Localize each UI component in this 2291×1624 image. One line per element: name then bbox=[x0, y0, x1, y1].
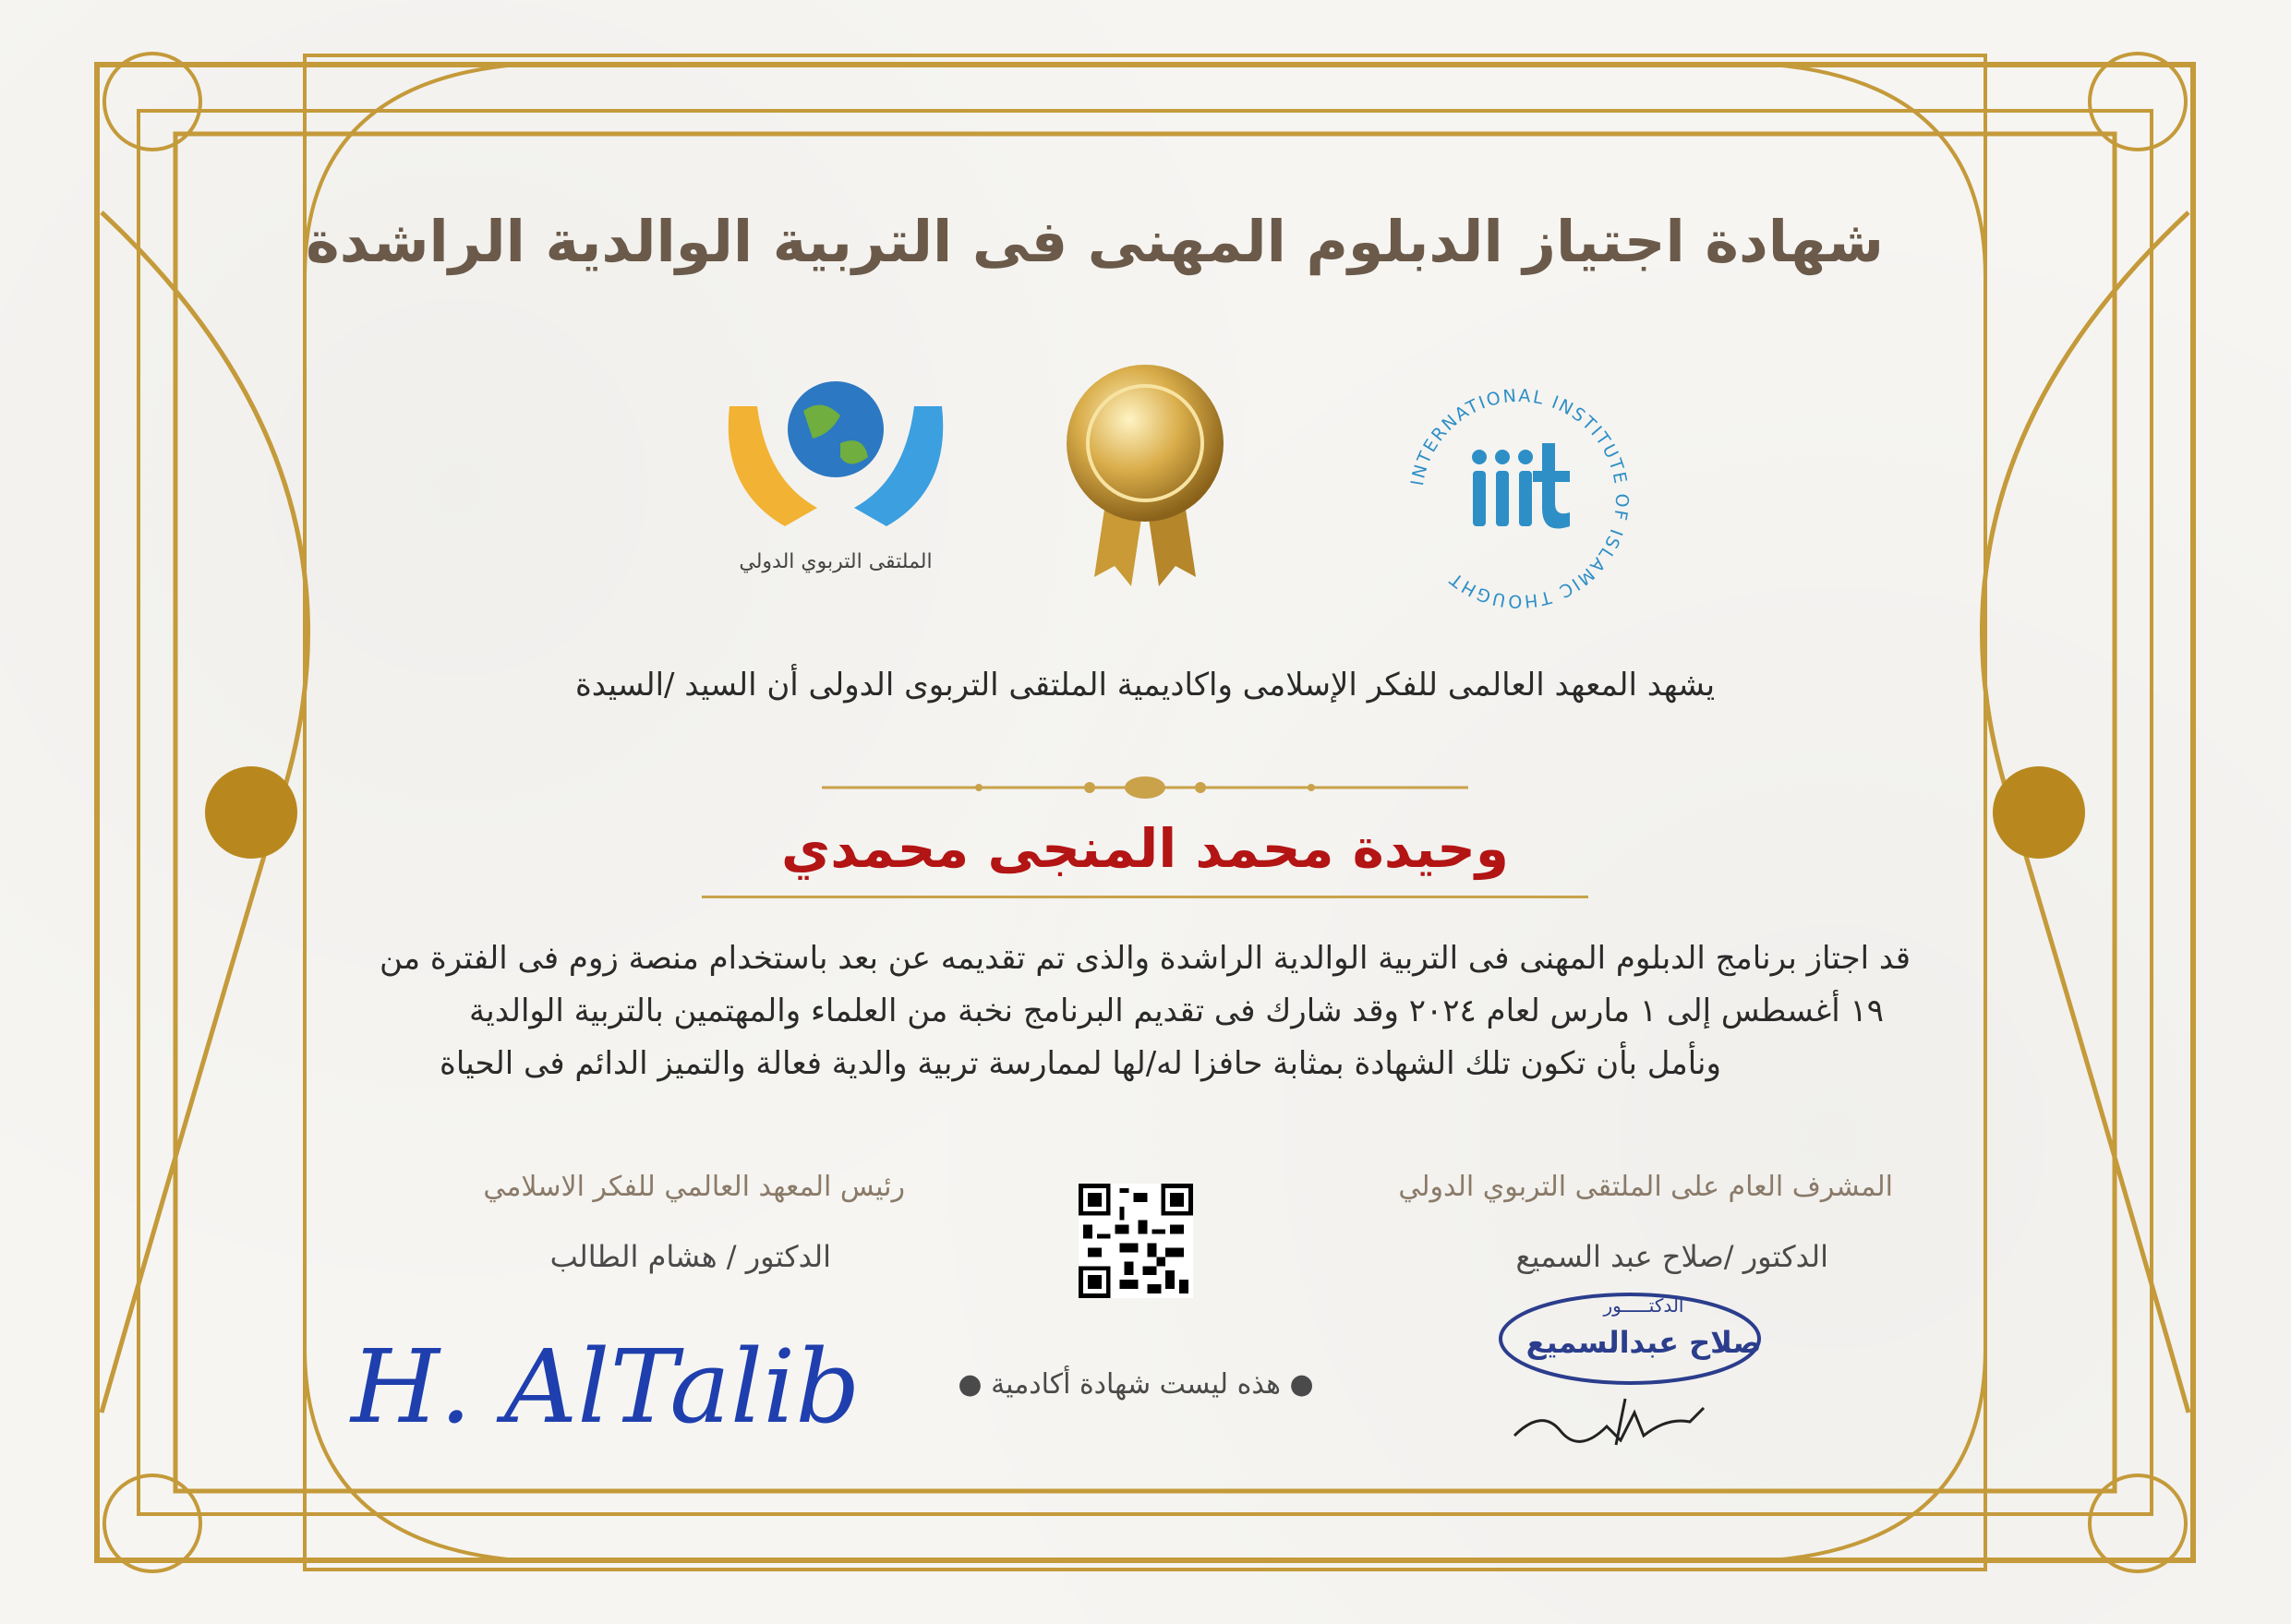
iiit-logo bbox=[1385, 365, 1653, 632]
certificate-title: شهادة اجتياز الدبلوم المهنى فى التربية الوالدية الراشدة bbox=[306, 208, 1884, 275]
iiit-logo-text: INTERNATIONAL INSTITUTE OF ISLAMIC THOUGHT bbox=[1406, 385, 1633, 612]
non-academic-note: ● هذه ليست شهادة أكادمية ● bbox=[958, 1368, 1314, 1401]
right-signatory-role: المشرف العام على الملتقى التربوي الدولي bbox=[1398, 1171, 1893, 1203]
gold-medal-icon bbox=[1057, 355, 1233, 595]
multaqa-logo bbox=[711, 369, 960, 591]
left-signatory-role: رئيس المعهد العالمي للفكر الاسلامي bbox=[483, 1171, 905, 1203]
body-line-1: قد اجتاز برنامج الدبلوم المهنى فى التربية الوالدية الراشدة والذى تم تقديمه عن بعد باستخدام منصة زوم فى الفترة من bbox=[379, 940, 1911, 977]
ornament-divider bbox=[813, 764, 1477, 811]
multaqa-logo-text: الملتقى التربوي الدولي bbox=[739, 550, 933, 573]
left-signature bbox=[342, 1311, 914, 1477]
right-signature bbox=[1505, 1389, 1745, 1463]
right-signatory-name: الدكتور /صلاح عبد السميع bbox=[1515, 1239, 1828, 1274]
name-underline bbox=[702, 896, 1588, 898]
qr-code[interactable] bbox=[1079, 1184, 1193, 1298]
left-signatory-name: الدكتور / هشام الطالب bbox=[549, 1239, 831, 1274]
body-line-3: ونأمل بأن تكون تلك الشهادة بمثابة حافزا له/لها لممارسة تربية والدية فعالة والتميز الدائم فى الحياة bbox=[440, 1045, 1721, 1082]
certificate-intro: يشهد المعهد العالمى للفكر الإسلامى واكاديمية الملتقى التربوى الدولى أن السيد /السيدة bbox=[574, 667, 1716, 704]
left-signature-text: H. AlTalib bbox=[351, 1328, 861, 1446]
recipient-name: وحيدة محمد المنجى محمدي bbox=[781, 817, 1509, 880]
stamp-label: الدكتـــــور bbox=[1603, 1294, 1684, 1317]
non-academic-note-text: هذه ليست شهادة أكادمية bbox=[991, 1368, 1281, 1401]
stamp-name: صلاح عبدالسميع bbox=[1525, 1325, 1762, 1360]
body-line-2: ١٩ أغسطس إلى ١ مارس لعام ٢٠٢٤ وقد شارك فى تقديم البرنامج نخبة من العلماء والمهتمين بالتربية الوالدية bbox=[469, 992, 1884, 1029]
